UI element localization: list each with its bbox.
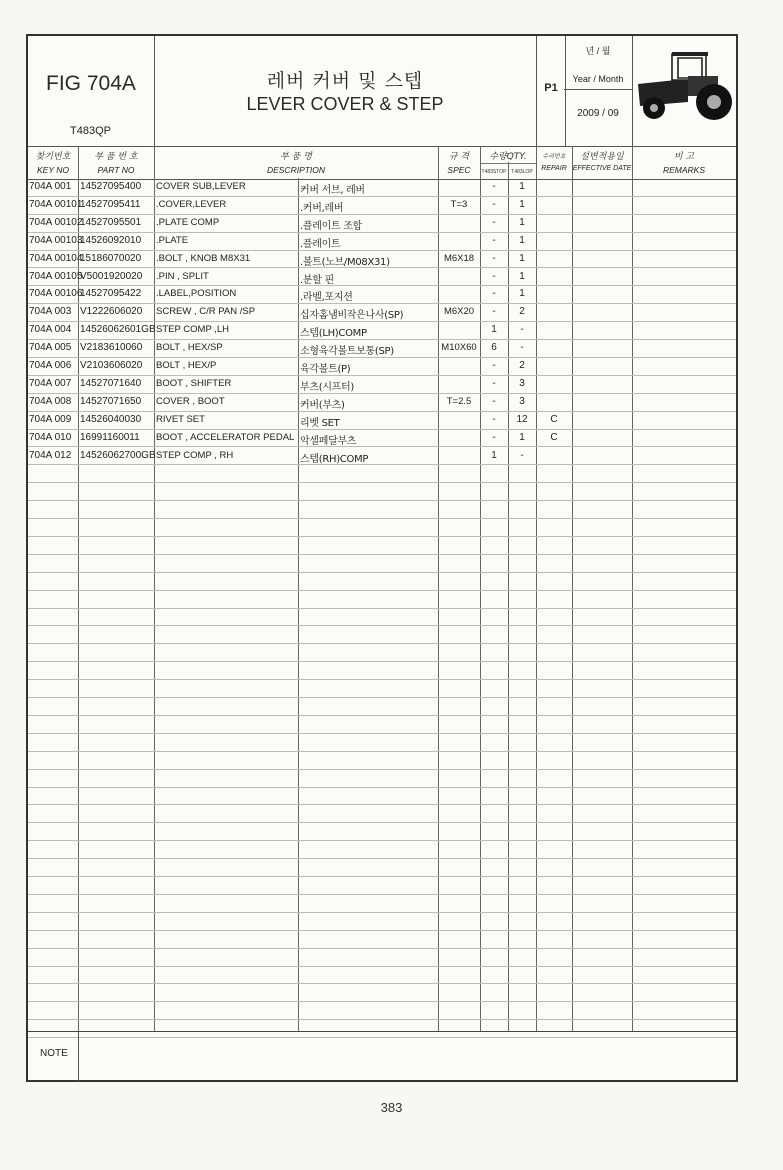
- qty-lop: 3: [519, 377, 525, 389]
- table-row: [28, 357, 736, 376]
- description: SCREW , C/R PAN /SP: [156, 306, 256, 318]
- table-row: [28, 661, 736, 680]
- table-row: [28, 393, 736, 412]
- qty-lop: 2: [519, 360, 525, 371]
- table-row: [28, 930, 736, 949]
- qty-lop: -: [520, 342, 524, 354]
- qty-stop: -: [492, 198, 496, 210]
- table-row: [28, 858, 736, 877]
- qty-lop: 1: [519, 431, 525, 443]
- qty-stop: -: [492, 252, 496, 264]
- header-spec: 규 격 SPEC: [447, 152, 471, 175]
- qty-lop: 1: [519, 234, 525, 246]
- table-row: [28, 679, 736, 698]
- figure-number: FIG 704A: [46, 72, 136, 95]
- description-korean: 스텝(RH)COMP: [300, 453, 369, 465]
- table-row: [28, 643, 736, 662]
- description-korean: 악셀페달부츠: [300, 435, 357, 447]
- table-row: [28, 751, 736, 770]
- repair-code: C: [550, 431, 558, 443]
- table-row: [28, 787, 736, 806]
- key-number: 704A 006: [29, 360, 72, 371]
- spec: T=3: [450, 198, 468, 210]
- qty-stop: -: [492, 270, 496, 282]
- description-korean: .플레이트: [300, 238, 341, 250]
- qty-lop: 12: [516, 413, 528, 425]
- key-number: 704A 005: [29, 342, 72, 354]
- figure-box: [28, 36, 155, 146]
- model-code: T483QP: [70, 125, 111, 137]
- table-row: [28, 572, 736, 591]
- table-row: [28, 214, 736, 233]
- description-korean: 소형육각볼트보통(SP): [300, 346, 394, 358]
- key-number: 704A 009: [29, 413, 72, 425]
- qty-lop: -: [520, 324, 524, 336]
- table-row: [28, 178, 736, 197]
- qty-lop: 1: [519, 216, 525, 228]
- qty-stop: -: [492, 306, 496, 318]
- date-value: 2009 / 09: [577, 108, 619, 119]
- qty-lop: 1: [519, 198, 525, 210]
- table-row: [28, 536, 736, 555]
- part-number: 14527095411: [80, 198, 141, 210]
- table-row: [28, 375, 736, 394]
- table-row: [28, 429, 736, 448]
- table-row: [28, 805, 736, 824]
- key-number: 704A 00106: [29, 288, 83, 300]
- qty-stop: -: [492, 413, 496, 425]
- description-korean: 커버 서브, 레버: [300, 185, 365, 196]
- header-qty-sub1: T483STOP: [480, 163, 508, 180]
- divider: [78, 1032, 79, 1081]
- description-korean: .분할 핀: [300, 274, 334, 286]
- tractor-icon: [632, 36, 738, 146]
- description: .PLATE: [156, 234, 189, 246]
- qty-stop: -: [492, 377, 496, 389]
- key-number: 704A 010: [29, 431, 72, 443]
- description-korean: 부츠(시프터): [300, 381, 355, 393]
- table-row: [28, 876, 736, 895]
- header-repair: 수리번호 REPAIR: [541, 153, 567, 172]
- table-row: [28, 948, 736, 967]
- key-number: 704A 00105: [29, 270, 83, 282]
- description: COVER SUB,LEVER: [156, 181, 246, 192]
- qty-stop: -: [492, 288, 496, 300]
- table-row: [28, 268, 736, 287]
- description-korean: 커버(부츠): [300, 399, 345, 411]
- qty-lop: -: [520, 449, 524, 461]
- description: BOOT , SHIFTER: [156, 377, 232, 389]
- description: BOLT , HEX/P: [156, 360, 217, 371]
- table-row: [28, 447, 736, 466]
- table-row: [28, 232, 736, 251]
- table-row: [28, 303, 736, 322]
- key-number: 704A 004: [29, 324, 72, 336]
- table-row: [28, 840, 736, 859]
- part-number: 14526092010: [80, 234, 142, 246]
- qty-lop: 1: [519, 270, 525, 282]
- qty-lop: 2: [519, 306, 525, 318]
- page-code-box: [536, 36, 566, 146]
- table-row: [28, 822, 736, 841]
- spec: M6X18: [443, 252, 475, 264]
- qty-stop: -: [492, 395, 496, 407]
- part-number: 14526040030: [80, 413, 142, 425]
- title-korean: 레버 커버 및 스텝: [266, 70, 424, 92]
- part-number: 14526062601GB: [80, 324, 156, 336]
- table-row: [28, 339, 736, 358]
- repair-code: C: [550, 413, 558, 425]
- description: .BOLT , KNOB M8X31: [156, 252, 251, 264]
- table-row: [28, 769, 736, 788]
- qty-stop: 6: [491, 342, 497, 354]
- title-box: [154, 36, 536, 146]
- part-number: 14527095400: [80, 181, 142, 192]
- note-section: [28, 1031, 736, 1081]
- column-header: [28, 146, 736, 180]
- tractor-image: [632, 36, 738, 146]
- description: .COVER,LEVER: [156, 198, 227, 210]
- qty-stop: 1: [491, 324, 497, 336]
- date-box: [564, 36, 633, 146]
- part-number: 14527071650: [80, 395, 142, 407]
- table-row: [28, 733, 736, 752]
- key-number: 704A 012: [29, 449, 72, 461]
- qty-lop: 1: [519, 252, 525, 264]
- description: .PLATE COMP: [156, 216, 220, 228]
- description: RIVET SET: [156, 413, 205, 425]
- part-number: V2103606020: [80, 360, 143, 371]
- part-number: 14527071640: [80, 377, 142, 389]
- key-number: 704A 00104: [29, 252, 83, 264]
- table-row: [28, 894, 736, 913]
- qty-stop: -: [492, 216, 496, 228]
- header-qty: 수량QTY.: [489, 152, 527, 162]
- description-korean: 스텝(LH)COMP: [300, 328, 367, 340]
- key-number: 704A 007: [29, 377, 72, 389]
- table-row: [28, 196, 736, 215]
- table-row: [28, 590, 736, 609]
- qty-stop: -: [492, 431, 496, 443]
- header-effective-date: 설변적용일 EFFECTIVE DATE: [572, 152, 632, 172]
- table-row: [28, 250, 736, 269]
- table-row: [28, 715, 736, 734]
- header-description: 부 품 명 DESCRIPTION: [266, 152, 326, 175]
- description: .PIN , SPLIT: [156, 270, 209, 282]
- parts-sheet: [26, 34, 738, 1082]
- date-label-english: Year / Month: [572, 74, 624, 84]
- key-number: 704A 008: [29, 395, 72, 407]
- table-row: [28, 518, 736, 537]
- description-korean: .플레이트 조합: [300, 220, 362, 232]
- table-row: [28, 966, 736, 985]
- table-row: [28, 500, 736, 519]
- table-row: [28, 984, 736, 1003]
- qty-stop: -: [492, 360, 496, 371]
- table-row: [28, 464, 736, 483]
- key-number: 704A 00102: [29, 216, 83, 228]
- description-korean: .라벨,포지션: [300, 292, 353, 304]
- header-key: 찾기번호 KEY NO: [35, 152, 71, 175]
- description: COVER , BOOT: [156, 395, 225, 407]
- description-korean: 육각볼트(P): [300, 364, 351, 375]
- description-korean: 리벳 SET: [300, 417, 340, 429]
- table-row: [28, 626, 736, 645]
- spec: M6X20: [443, 306, 475, 318]
- table-row: [28, 1001, 736, 1020]
- key-number: 704A 003: [29, 306, 72, 318]
- key-number: 704A 001: [29, 181, 72, 192]
- description: .LABEL,POSITION: [156, 288, 237, 300]
- note-label: NOTE: [40, 1048, 68, 1059]
- description: STEP COMP ,LH: [156, 324, 230, 336]
- description: BOOT , ACCELERATOR PEDAL: [156, 431, 295, 443]
- table-row: [28, 608, 736, 627]
- part-number: 14527095422: [80, 288, 142, 300]
- header-remarks: 비 고 REMARKS: [662, 152, 706, 175]
- qty-stop: 1: [491, 449, 497, 461]
- table-row: [28, 321, 736, 340]
- part-number: 16991160011: [80, 431, 140, 443]
- description-korean: 십자홈냄비작은나사(SP): [300, 310, 404, 322]
- spec: T=2.5: [446, 395, 472, 407]
- table-row: [28, 411, 736, 430]
- qty-lop: 1: [519, 288, 525, 300]
- part-number: 14526062700GB: [80, 449, 156, 461]
- qty-stop: -: [492, 181, 496, 192]
- key-number: 704A 00101: [29, 198, 83, 210]
- qty-lop: 1: [519, 181, 525, 192]
- part-number: V2183610060: [80, 342, 143, 354]
- title-english: LEVER COVER & STEP: [246, 94, 444, 114]
- part-number: V5001920020: [80, 270, 143, 282]
- spec: M10X60: [441, 342, 477, 354]
- description-korean: .커버,레버: [300, 202, 344, 214]
- part-number: 14527095501: [80, 216, 142, 228]
- description-korean: .볼트(노브/M08X31): [300, 256, 390, 268]
- description: BOLT , HEX/SP: [156, 342, 223, 354]
- divider: [564, 89, 632, 90]
- page-number: 383: [380, 1100, 403, 1115]
- qty-lop: 3: [519, 395, 525, 407]
- part-number: V1222606020: [80, 306, 143, 318]
- description: STEP COMP , RH: [156, 449, 234, 461]
- header-part: 부 품 번 호 PART NO: [94, 152, 138, 175]
- part-number: 15186070020: [80, 252, 142, 264]
- table-row: [28, 912, 736, 931]
- parts-table-body: [28, 178, 736, 1033]
- qty-stop: -: [492, 234, 496, 246]
- date-label-korean: 년 / 월: [585, 46, 611, 56]
- table-row: [28, 482, 736, 501]
- table-row: [28, 697, 736, 716]
- header-qty-sub2: T483LOP: [508, 163, 536, 180]
- page-code: P1: [544, 82, 558, 94]
- table-row: [28, 554, 736, 573]
- table-row: [28, 285, 736, 304]
- key-number: 704A 00103: [29, 234, 83, 246]
